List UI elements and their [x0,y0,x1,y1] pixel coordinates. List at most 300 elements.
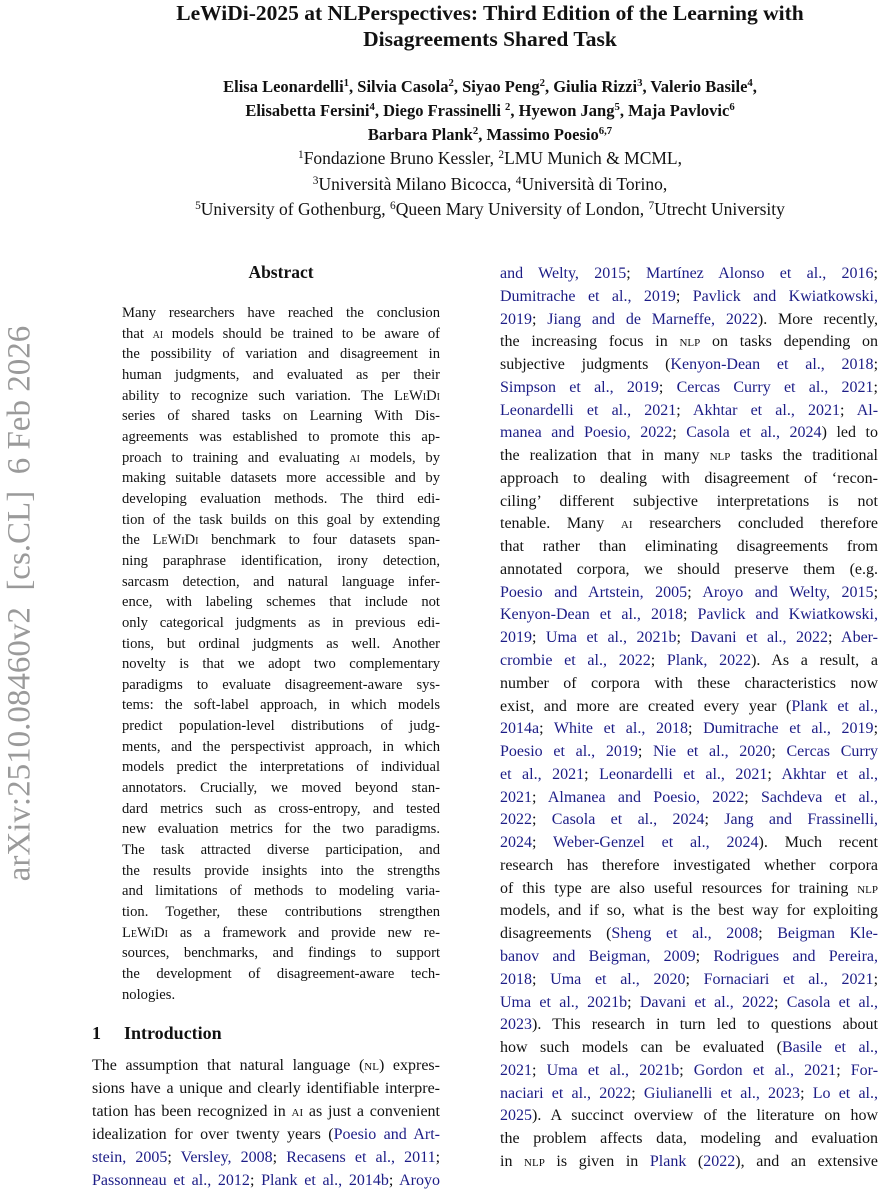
text-line [500,263,878,286]
citation-link[interactable]: White et al., 2018 [553,720,688,738]
small-caps-term: ai [152,325,164,342]
citation-link[interactable]: 2018 [500,970,532,988]
affiliation-list [100,146,880,223]
citation-link[interactable]: Plank et al., 2014b [261,1171,389,1189]
text-run: ; [672,424,687,442]
text-run: ; [272,1148,287,1166]
citation-link[interactable]: et al., 2021 [500,765,585,783]
author-affiliation-mark: 4 [747,77,753,90]
citation-link[interactable]: Cercas Curry [786,743,879,761]
section-number: 1 [92,1023,101,1043]
citation-link[interactable]: Simpson et al., 2019 [500,378,659,396]
text-run: ; [704,811,725,829]
citation-link[interactable]: Poesio and Artstein, 2005 [500,583,688,601]
text-run: The task attracted diverse participation, and [122,842,440,859]
text-run: subjective judgments ( [500,356,671,374]
text-run: ; [532,970,551,988]
text-run: researchers concluded therefore [632,515,878,533]
text-line [500,286,878,309]
text-run: tions, but ordinal judgments as well. Another [122,635,440,652]
text-run: sions have a unique and clearly identifiable interpre- [92,1079,440,1097]
citation-link[interactable]: Davani et al., 2022 [639,993,775,1011]
text-run: tion. Together, these contributions strengthen [122,904,440,921]
text-line [122,613,440,634]
citation-link[interactable]: 2014a [500,720,540,738]
citation-link[interactable]: 2024 [500,834,532,852]
citation-link[interactable]: 2022 [703,1152,736,1170]
citation-link[interactable]: banov and Beigman, 2009 [500,947,696,965]
text-run: ; [873,970,879,988]
text-line [500,1151,878,1174]
citation-link[interactable]: Leonardelli et al., 2021 [500,401,677,419]
text-line [122,489,440,510]
text-run: ; [249,1171,262,1189]
text-run: ; [685,970,704,988]
author-name: Maja Pavlovic [628,101,730,120]
citation-link[interactable]: Giulianelli et al., 2023 [643,1084,801,1102]
text-line [122,737,440,758]
affiliation-name: Università Milano Bicocca [318,173,508,194]
text-run: The assumption that natural language ( [92,1057,365,1074]
text-run: annotators. Crucially, we moved beyond stan- [122,780,440,797]
introduction-text-right [500,263,878,1174]
text-line [122,448,440,469]
text-line [122,592,440,613]
affiliation-line: $^3$Università Milano Bicocca, $^4$Università di Torino, [312,173,668,194]
text-run: idealization for over twenty years ( [92,1125,334,1143]
author-affiliation-mark: 3 [637,77,643,90]
author-name: Massimo Poesio [486,125,599,144]
text-line [122,406,440,427]
text-line [122,551,440,572]
text-run: ; [631,1084,644,1102]
text-run: ; [695,947,714,965]
text-run: tion of the task builds on this goal by extending [122,511,440,528]
affiliation-name: LMU Munich & MCML [504,148,678,168]
text-run: ) led to [821,424,879,442]
small-caps-term: ai [349,449,360,466]
text-run: ; [873,265,878,282]
text-line [500,946,878,969]
text-line [500,400,878,423]
text-line [500,331,878,354]
citation-link[interactable]: 2025 [500,1107,532,1125]
citation-link[interactable]: Passonneau et al., 2012 [92,1171,250,1189]
text-line [122,530,440,551]
text-line [122,695,440,716]
citation-link[interactable]: Poesio et al., 2019 [500,743,638,761]
text-line [500,468,878,491]
text-line [122,510,440,531]
citation-link[interactable]: Dumitrache et al., 2019 [500,287,676,305]
citation-link[interactable]: Pavlick and Kwiatkowski, [697,606,878,624]
text-run: ; [388,1171,400,1189]
text-line [122,468,440,489]
affiliation-number: 3 [312,174,319,187]
text-run: ). As a result, a [751,652,879,670]
citation-link[interactable]: Nie et al., 2020 [653,743,772,761]
text-run: developing evaluation methods. The third edi- [122,490,440,507]
text-line [122,943,440,964]
citation-link[interactable]: Uma et al., 2021b [546,1061,680,1079]
text-line [122,902,440,923]
author-line: Elisa Leonardelli$^1$, Silvia Casola$^2$, Siyao Peng$^2$, Giulia Rizzi$^3$, Valerio Basile$^4$, [223,77,757,96]
text-run: the development of disagreement-aware tech- [122,966,440,982]
paper-title [100,0,880,52]
text-line [122,365,440,386]
title-line: Disagreements Shared Task [363,27,617,51]
citation-link[interactable]: Plank [649,1152,687,1170]
text-line [122,923,440,944]
text-run: of this type are also useful resources for training [500,879,858,897]
text-run: ; [435,1148,441,1166]
small-caps-term: ai [620,515,633,533]
text-run: ence, with labeling schemes that include not [122,594,440,611]
text-run: ). A succinct overview of the literature on how [532,1107,878,1125]
text-line [500,377,878,400]
text-line [500,673,878,696]
small-caps-term: nlp [524,1152,545,1170]
author-name: Silvia Casola [357,77,449,96]
author-name: Elisabetta Fersini [245,101,370,120]
text-run: ments, and the perspectivist approach, in which [122,738,440,755]
text-line [122,654,440,675]
author-affiliation-mark: 2 [505,101,511,114]
citation-link[interactable]: Aroyo [399,1171,441,1189]
citation-link[interactable]: Akhtar et al., 2021 [693,401,840,419]
text-run: benchmark to four datasets span- [198,532,441,549]
author-affiliation-mark: 5 [614,101,620,114]
text-line [122,757,440,778]
author-list [100,75,880,147]
citation-link[interactable]: Aroyo and Welty, 2015 [702,583,874,601]
text-line [500,1128,878,1151]
author-affiliation-mark: 2 [539,77,545,90]
text-run: ; [532,788,548,806]
author-name: Elisa Leonardelli [223,77,344,96]
citation-link[interactable]: Al- [856,401,879,419]
affiliation-number: 6 [390,199,396,212]
text-line [92,1147,440,1170]
citation-link[interactable]: Sheng et al., 2008 [611,925,759,943]
small-caps-term: nlp [857,879,878,897]
text-run: only categorical judgments as in previous edi- [122,614,440,631]
text-run: ). More recently, [757,310,879,328]
citation-link[interactable]: 2019 [500,310,532,328]
text-run: the results provide insights into the strengths [122,862,440,879]
text-run: ; [873,356,879,374]
citation-link[interactable]: Recasens et al., 2011 [286,1148,436,1166]
text-line [122,572,440,593]
text-run: annotated corpora, we should preserve them (e.g. [500,560,878,578]
text-run: ; [532,629,546,647]
citation-link[interactable]: Leonardelli et al., 2021 [599,765,768,783]
text-run: ; [676,629,691,647]
text-run: ; [532,310,548,328]
text-run: tems: the soft-label approach, in which models [122,697,440,714]
abstract-heading: Abstract [248,262,314,282]
text-line [122,386,440,407]
text-line [92,1170,440,1193]
text-line [122,985,440,1006]
citation-link[interactable]: stein, 2005 [92,1148,168,1166]
citation-link[interactable]: Uma et al., 2021b [545,629,677,647]
citation-link[interactable]: Lo et al., [812,1084,878,1102]
citation-link[interactable]: naciari et al., 2022 [500,1084,632,1102]
citation-link[interactable]: and Welty, 2015 [500,265,627,282]
text-line [500,923,878,946]
citation-link[interactable]: 2021 [500,788,532,806]
citation-link[interactable]: Casola et al., 2024 [686,424,822,442]
citation-link[interactable]: Pavlick and Kwiatkowski, [692,287,879,305]
text-run: ; [658,378,677,396]
text-line [500,718,878,741]
text-run: approach to dealing with disagreement of ‘recon- [500,469,878,487]
text-run: the increasing focus in [500,333,680,351]
author-affiliation-mark: 2 [472,125,479,138]
text-run: ; [873,720,879,738]
text-line [500,491,878,514]
text-line [122,840,440,861]
text-line [500,582,878,605]
text-line [92,1101,440,1124]
text-line [500,604,878,627]
text-line [92,1078,440,1101]
text-run: as just a convenient [303,1102,440,1120]
text-line [500,832,878,855]
citation-link[interactable]: Martínez Alonso et al., 2016 [646,265,874,282]
text-run: agreements was established to promote this ap- [122,428,440,445]
citation-link[interactable]: Akhtar et al., [781,765,879,783]
citation-link[interactable]: 2022 [500,811,532,829]
text-run: the possibility of variation and disagreement in [122,346,440,363]
text-run: models, by [359,449,441,466]
citation-link[interactable]: 2021 [500,1061,532,1079]
text-line [122,324,440,345]
text-run: the [122,532,153,549]
small-caps-term: LeWiDi [122,924,168,941]
citation-link[interactable]: Sachdeva et al., [761,788,878,806]
text-line [500,741,878,764]
text-run: that [122,325,153,342]
text-run: human judgments, and evaluated as per their [122,366,440,383]
text-run: ), and an extensive [735,1152,879,1170]
text-run: disagreements ( [500,925,612,943]
text-line [122,778,440,799]
text-line [500,969,878,992]
section-heading-introduction [92,1023,222,1044]
citation-link[interactable]: Uma et al., 2021b [500,993,628,1011]
text-line [500,764,878,787]
affiliation-number: 2 [498,148,505,161]
citation-link[interactable]: For- [850,1061,879,1079]
text-run: how such models can be evaluated ( [500,1039,782,1057]
citation-link[interactable]: crombie et al., 2022 [500,652,651,670]
text-line [500,536,878,559]
text-run: ) expres- [378,1057,440,1074]
text-run: sources, benchmarks, and findings to support [122,945,440,962]
text-line [500,787,878,810]
citation-link[interactable]: Fornaciari et al., 2021 [703,970,874,988]
title-line: LeWiDi-2025 at NLPerspectives: Third Edition of the Learning with [176,1,804,25]
abstract-body [122,303,440,1005]
citation-link[interactable]: Casola et al., 2024 [551,811,705,829]
text-line [122,634,440,655]
small-caps-term: nl [364,1057,379,1074]
text-run: that rather than eliminating disagreements from [500,538,878,556]
text-line [122,716,440,737]
author-affiliation-mark: 2 [448,77,454,90]
citation-link[interactable]: Cercas Curry et al., 2021 [676,378,874,396]
affiliation-number: 7 [648,199,655,212]
citation-link[interactable]: Jiang and de Marneffe, 2022 [547,310,758,328]
affiliation-line: $^1$Fondazione Bruno Kessler, $^2$LMU Munich & MCML, [298,148,682,168]
text-run: ). Much recent [758,834,878,852]
text-run: predict population-level distributions of judg- [122,718,440,735]
text-run: research has therefore investigated whether corpora [500,856,878,874]
citation-link[interactable]: Basile et al., [781,1039,878,1057]
text-line [500,513,878,536]
text-run: ; [771,743,787,761]
text-line [500,1014,878,1037]
text-run: as a framework and provide new re- [168,924,440,941]
citation-link[interactable]: Poesio and Art- [333,1125,440,1143]
citation-link[interactable]: Weber-Genzel et al., 2024 [553,834,759,852]
text-run: series of shared tasks on Learning With Dis- [122,408,440,425]
text-line [500,1060,878,1083]
text-line [500,1105,878,1128]
text-run: tation has been recognized in [92,1102,292,1120]
text-line [122,427,440,448]
text-run: ; [532,834,554,852]
text-run: ; [539,720,554,738]
text-line [500,559,878,582]
text-run: ; [800,1084,813,1102]
citation-link[interactable]: Plank, 2022 [666,652,752,670]
text-run: models, and if so, what is the best way for exploiting [500,902,878,920]
affiliation-name: Utrecht University [654,199,785,219]
author-name: Siyao Peng [462,77,540,96]
text-run: ; [758,925,778,943]
citation-link[interactable]: Uma et al., 2020 [550,970,686,988]
text-run: ; [687,583,703,601]
author-affiliation-mark: 1 [343,77,350,90]
text-line [500,900,878,923]
text-line [122,964,440,985]
text-line [500,309,878,332]
text-run: ( [686,1152,704,1170]
text-run: ; [767,765,782,783]
text-run: models should be trained to be aware of [163,325,440,342]
text-line [92,1055,440,1078]
text-run: ; [836,1061,851,1079]
text-run: number of corpora with these characteristics now [500,674,878,692]
arxiv-identifier-stamp[interactable]: arXiv:2510.08460v2 [cs.CL] 6 Feb 2026 [1,325,38,882]
affiliation-number: 1 [298,148,304,161]
text-run: ; [675,287,693,305]
text-run: Many researchers have reached the conclusion [122,305,440,321]
text-line [500,878,878,901]
small-caps-term: LeWiDi [152,532,199,549]
citation-link[interactable]: Kenyon-Dean et al., 2018 [500,606,683,624]
citation-link[interactable]: Almanea and Poesio, 2022 [547,788,745,806]
author-name: Giulia Rizzi [553,77,638,96]
text-run: models predict the interpretations of individual [122,759,440,776]
text-line [500,1037,878,1060]
text-run: ; [532,1061,547,1079]
text-run: ; [532,811,552,829]
citation-link[interactable]: Rodrigues and Pereira, [713,947,879,965]
affiliation-number: 4 [515,174,522,187]
section-title: Introduction [124,1023,222,1043]
author-line: Elisabetta Fersini$^4$, Diego Frassinelli $^2$, Hyewon Jang$^5$, Maja Pavlovic$^6$ [245,101,735,120]
text-run: ; [676,401,693,419]
text-run: paradigms to evaluate disagreement-aware sys- [122,676,440,693]
affiliation-name: Queen Mary University of London [395,199,640,219]
citation-link[interactable]: manea and Poesio, 2022 [500,424,673,442]
author-name: Hyewon Jang [518,101,615,120]
text-run: sarcasm detection, and natural language infer- [122,573,440,590]
text-run: ; [682,606,698,624]
citation-link[interactable]: Davani et al., 2022 [690,629,828,647]
citation-link[interactable]: Beigman Kle- [777,925,878,943]
citation-link[interactable]: Plank et al., [791,697,878,715]
citation-link[interactable]: Gordon et al., 2021 [693,1061,837,1079]
text-run: dard metrics such as cross-entropy, and tested [122,800,440,817]
text-run: ; [167,1148,181,1166]
text-line [92,1124,440,1147]
text-line [122,344,440,365]
text-run: ; [839,401,857,419]
author-affiliation-mark: 4 [369,101,375,114]
citation-link[interactable]: Jang and Frassinelli, [724,811,879,829]
text-line [500,855,878,878]
citation-link[interactable]: Aber- [841,629,879,647]
text-line [500,650,878,673]
text-run: new evaluation metrics for the two paradigms. [122,821,440,838]
text-line [500,445,878,468]
text-run: and limitations of methods to modeling varia- [122,883,440,900]
author-name: Valerio Basile [650,77,748,96]
small-caps-term: nlp [709,447,731,465]
text-run: tasks the traditional [730,447,879,465]
text-run: proach to training and evaluating [122,449,350,466]
text-run: ; [650,652,667,670]
text-line [500,992,878,1015]
text-line [500,809,878,832]
text-run: novelty is that we adopt two complementary [122,656,440,673]
text-run: exist, and more are created every year ( [500,697,792,715]
text-line [500,354,878,377]
citation-link[interactable]: 2019 [500,629,532,647]
text-line [122,303,440,324]
text-run: the realization that in many [500,447,710,465]
text-line [500,1083,878,1106]
citation-link[interactable]: Kenyon-Dean et al., 2018 [670,356,874,374]
author-affiliation-mark: 6,7 [598,125,613,138]
citation-link[interactable]: Dumitrache et al., 2019 [703,720,874,738]
citation-link[interactable]: Casola et al., [786,993,879,1011]
text-line [500,422,878,445]
text-line [500,627,878,650]
citation-link[interactable]: 2023 [500,1016,532,1034]
text-run: ; [626,265,647,282]
text-run: making suitable datasets more accessible and by [122,470,440,487]
citation-link[interactable]: Versley, 2008 [180,1148,273,1166]
text-run: ; [873,378,878,396]
text-line [122,881,440,902]
author-affiliation-mark: 6 [729,101,735,114]
